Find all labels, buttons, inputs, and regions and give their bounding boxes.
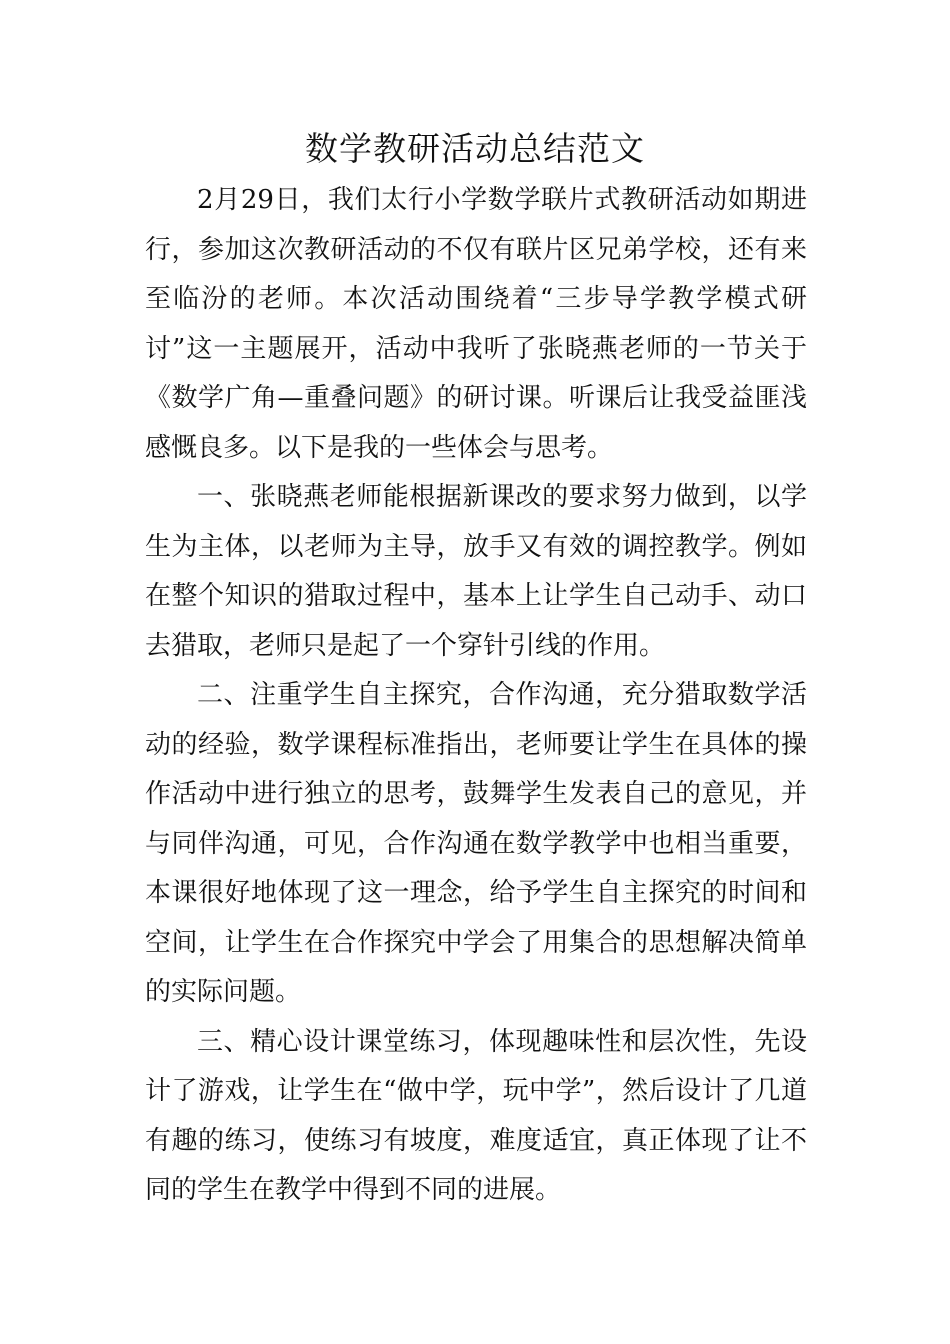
document-body bbox=[145, 176, 807, 1216]
paragraph-point-two: 二、注重学生自主探究，合作沟通，充分猎取数学活动的经验，数学课程标准指出，老师要让学生在具体的操作活动中进行独立的思考，鼓舞学生发表自己的意见，并与同伴沟通，可见，合作沟通在数学教学中也相当重要，本课很好地体现了这一理念，给予学生自主探究的时间和空间，让学生在合作探究中学会了用集合的思想解决简单的实际问题。 bbox=[145, 680, 807, 1007]
paragraph-point-three: 三、精心设计课堂练习，体现趣味性和层次性，先设计了游戏，让学生在“做中学，玩中学”，然后设计了几道有趣的练习，使练习有坡度，难度适宜，真正体现了让不同的学生在教学中得到不同的进展。 bbox=[145, 1026, 807, 1205]
document-title: 数学教研活动总结范文 bbox=[305, 129, 645, 168]
paragraph-point-one: 一、张晓燕老师能根据新课改的要求努力做到，以学生为主体，以老师为主导，放手又有效的调控教学。例如在整个知识的猎取过程中，基本上让学生自己动手、动口去猎取，老师只是起了一个穿针引线的作用。 bbox=[145, 482, 807, 661]
paragraph-intro: 2月29日，我们太行小学数学联片式教研活动如期进行，参加这次教研活动的不仅有联片区兄弟学校，还有来至临汾的老师。本次活动围绕着“三步导学教学模式研讨”这一主题展开，活动中我听了张晓燕老师的一节关于《数学广角—重叠问题》的研讨课。听课后让我受益匪浅感慨良多。以下是我的一些体会与思考。 bbox=[145, 185, 807, 463]
